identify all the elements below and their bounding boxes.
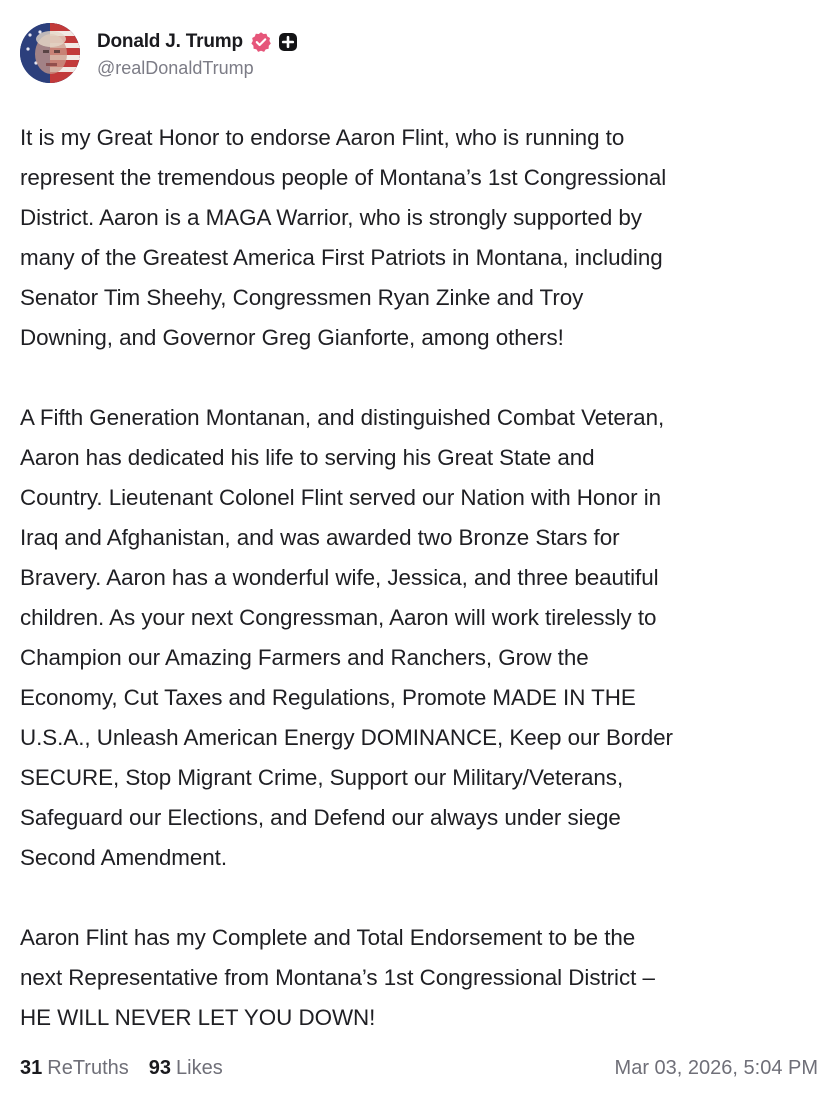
- post-line: Second Amendment.: [20, 845, 228, 870]
- avatar[interactable]: [20, 23, 80, 83]
- author-display-name[interactable]: Donald J. Trump: [97, 30, 243, 52]
- post-line: Aaron has dedicated his life to serving his Great State and: [20, 445, 595, 470]
- post-line: It is my Great Honor to endorse Aaron Flint, who is running to: [20, 125, 625, 150]
- post-paragraph-1: [20, 118, 820, 358]
- post-line: Safeguard our Elections, and Defend our always under siege: [20, 805, 621, 830]
- post-line: SECURE, Stop Migrant Crime, Support our Military/Veterans,: [20, 765, 624, 790]
- post-timestamp[interactable]: Mar 03, 2026, 5:04 PM: [614, 1056, 818, 1079]
- post-line: many of the Greatest America First Patriots in Montana, including: [20, 245, 663, 270]
- post-line: Bravery. Aaron has a wonderful wife, Jessica, and three beautiful: [20, 565, 659, 590]
- post-line: Champion our Amazing Farmers and Ranchers, Grow the: [20, 645, 589, 670]
- post-line: Iraq and Afghanistan, and was awarded two Bronze Stars for: [20, 525, 620, 550]
- likes-count: 93: [148, 1056, 172, 1079]
- author-name-row: [97, 28, 298, 56]
- post-line: Economy, Cut Taxes and Regulations, Promote MADE IN THE: [20, 685, 636, 710]
- retruths-count: 31: [20, 1056, 43, 1079]
- likes-label: Likes: [176, 1056, 223, 1079]
- post-paragraph-2: [20, 398, 820, 878]
- author-identity: [97, 28, 298, 79]
- likes-stat[interactable]: [149, 1057, 223, 1080]
- avatar-image: [20, 23, 80, 83]
- verified-badge-icon: [250, 31, 272, 53]
- post-line: represent the tremendous people of Montana’s 1st Congressional: [20, 165, 667, 190]
- retruths-stat[interactable]: [20, 1057, 129, 1080]
- post-line: A Fifth Generation Montanan, and distinguished Combat Veteran,: [20, 405, 665, 430]
- plus-badge-icon: [278, 32, 298, 52]
- post-paragraph-3: [20, 918, 820, 1038]
- retruths-label: ReTruths: [47, 1056, 129, 1079]
- post-line: Country. Lieutenant Colonel Flint served our Nation with Honor in: [20, 485, 662, 510]
- post-line: Downing, and Governor Greg Gianforte, among others!: [20, 325, 564, 350]
- post-line: District. Aaron is a MAGA Warrior, who is strongly supported by: [20, 205, 642, 230]
- post-line: HE WILL NEVER LET YOU DOWN!: [20, 1005, 376, 1030]
- post-line: Aaron Flint has my Complete and Total Endorsement to be the: [20, 925, 636, 950]
- post-line: U.S.A., Unleash American Energy DOMINANCE, Keep our Border: [20, 725, 673, 750]
- post-body: [20, 118, 820, 1078]
- post-line: children. As your next Congressman, Aaron will work tirelessly to: [20, 605, 657, 630]
- post-line: Senator Tim Sheehy, Congressmen Ryan Zinke and Troy: [20, 285, 584, 310]
- author-handle[interactable]: @realDonaldTrump: [97, 57, 254, 78]
- post-header: [20, 22, 298, 84]
- post-footer: [20, 1050, 818, 1086]
- post-line: next Representative from Montana’s 1st Congressional District –: [20, 965, 655, 990]
